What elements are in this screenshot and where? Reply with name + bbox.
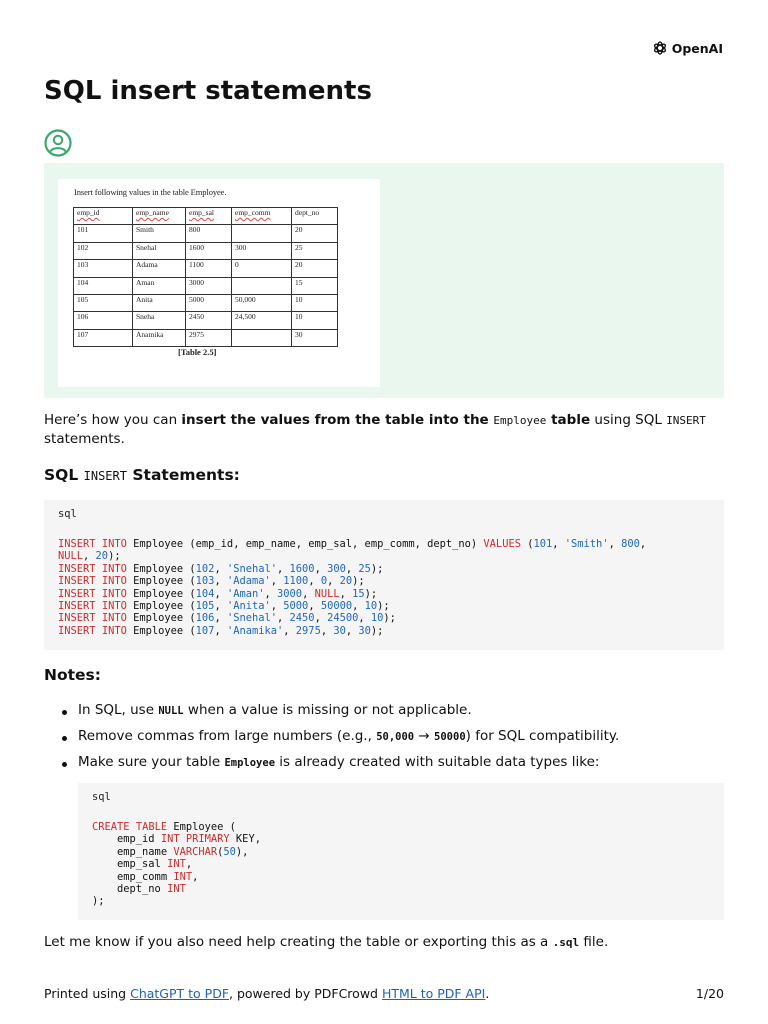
code-block-create[interactable]	[78, 783, 724, 920]
code-content: CREATE TABLE Employee ( emp_id INT PRIMARY KEY, emp_name VARCHAR(50), emp_sal INT, emp_comm INT, dept_no INT );	[92, 821, 261, 908]
heading-code: INSERT	[83, 469, 127, 483]
heading-text: SQL	[44, 466, 84, 484]
table-cell: 1600	[186, 242, 232, 259]
closing-text: file.	[579, 934, 609, 950]
table-cell: 2450	[186, 312, 232, 329]
table-cell: 10	[292, 312, 338, 329]
table-cell: Smith	[133, 225, 186, 242]
column-header: emp_id	[74, 208, 133, 225]
table-row	[74, 277, 338, 294]
footer-text: , powered by PDFCrowd	[229, 986, 382, 1001]
table-cell: 105	[74, 294, 133, 311]
note-text: In SQL, use	[78, 702, 159, 718]
table-cell: 20	[292, 260, 338, 277]
chatgpt-to-pdf-link[interactable]: ChatGPT to PDF	[130, 986, 230, 1001]
note-text: when a value is missing or not applicable.	[183, 702, 472, 718]
table-cell: Anamika	[133, 329, 186, 346]
table-cell: 25	[292, 242, 338, 259]
footer-text: .	[485, 986, 490, 1001]
table-cell: 3000	[186, 277, 232, 294]
note-code: NULL	[158, 705, 184, 717]
section-heading-insert	[44, 466, 240, 484]
note-text: Make sure your table	[78, 754, 225, 770]
intro-bold: table	[546, 412, 591, 428]
user-message	[44, 163, 724, 398]
heading-text: Statements:	[126, 466, 240, 484]
table-cell: 800	[186, 225, 232, 242]
table-cell: 50,000	[232, 294, 292, 311]
note-text: is already created with suitable data types like:	[275, 754, 600, 770]
table-cell: Aman	[133, 277, 186, 294]
table-cell: Sneha	[133, 312, 186, 329]
footer-text: Printed using	[44, 986, 131, 1001]
note-code: Employee	[224, 757, 276, 769]
table-row	[74, 294, 338, 311]
page-title: SQL insert statements	[44, 76, 372, 106]
notes-heading: Notes:	[44, 666, 101, 684]
page-number: 1/20	[695, 986, 724, 1001]
table-cell: 24,500	[232, 312, 292, 329]
column-header: emp_sal	[186, 208, 232, 225]
table-cell: 106	[74, 312, 133, 329]
code-language-label: sql	[92, 791, 111, 803]
code-content: INSERT INTO Employee (emp_id, emp_name, emp_sal, emp_comm, dept_no) VALUES (101, 'Smith', 800, NULL, 20); INSERT INTO Employee (102, 'Snehal', 1600, 300, 25); INSERT INTO Employee (103, 'Adama', 1100, 0, 20); INSERT INTO Employee (104, 'Aman', 3000, NULL, 15); INSERT INTO Employee (105, 'Anita', 5000, 50000, 10); INSERT INTO Employee (106, 'Snehal', 2450, 24500, 10); INSERT INTO Employee (107, 'Anamika', 2975, 30, 30);	[58, 538, 647, 637]
table-cell: 30	[292, 329, 338, 346]
table-cell: 15	[292, 277, 338, 294]
intro-text: statements.	[44, 431, 125, 447]
column-header: emp_comm	[232, 208, 292, 225]
table-cell: 2975	[186, 329, 232, 346]
column-header: emp_name	[133, 208, 186, 225]
closing-text: Let me know if you also need help creating the table or exporting this as a	[44, 934, 553, 950]
table-cell: 20	[292, 225, 338, 242]
intro-code: Employee	[493, 414, 547, 427]
note-text: Remove commas from large numbers (e.g.,	[78, 728, 377, 744]
note-text: ) for SQL compatibility.	[465, 728, 620, 744]
table-cell: 104	[74, 277, 133, 294]
table-row	[74, 242, 338, 259]
table-cell: 101	[74, 225, 133, 242]
intro-text: Here’s how you can	[44, 412, 182, 428]
table-header-row	[74, 208, 338, 225]
table-row	[74, 260, 338, 277]
table-cell	[232, 277, 292, 294]
table-cell: Snehal	[133, 242, 186, 259]
table-row	[74, 329, 338, 346]
openai-icon	[652, 40, 668, 56]
table-cell: 107	[74, 329, 133, 346]
column-header: dept_no	[292, 208, 338, 225]
arrow-text: →	[414, 728, 435, 744]
intro-code: INSERT	[666, 414, 706, 427]
uploaded-image[interactable]	[58, 179, 380, 387]
table-label: [Table 2.5]	[178, 347, 217, 357]
table-cell: Adama	[133, 260, 186, 277]
intro-text: using SQL	[590, 412, 667, 428]
code-block-insert[interactable]	[44, 500, 724, 650]
image-caption: Insert following values in the table Employee.	[74, 187, 227, 197]
table-cell: 10	[292, 294, 338, 311]
page-footer	[44, 986, 724, 1001]
image-table	[73, 207, 338, 347]
table-cell: 300	[232, 242, 292, 259]
note-code: 50,000	[376, 731, 415, 743]
table-cell: 102	[74, 242, 133, 259]
table-cell: 1100	[186, 260, 232, 277]
intro-paragraph	[44, 411, 724, 449]
closing-paragraph	[44, 933, 724, 952]
html-to-pdf-api-link[interactable]: HTML to PDF API	[381, 986, 486, 1001]
note-code: 50000	[434, 731, 466, 743]
user-avatar-icon	[44, 129, 72, 157]
table-cell	[232, 329, 292, 346]
table-row	[74, 225, 338, 242]
table-cell: Anita	[133, 294, 186, 311]
table-cell: 5000	[186, 294, 232, 311]
brand-name: OpenAI	[671, 40, 723, 56]
closing-code: .sql	[552, 936, 580, 949]
table-cell	[232, 225, 292, 242]
table-cell: 0	[232, 260, 292, 277]
table-row	[74, 312, 338, 329]
code-language-label: sql	[58, 508, 77, 520]
intro-bold: insert the values from the table into the	[181, 412, 494, 428]
openai-logo	[652, 40, 723, 56]
table-cell: 103	[74, 260, 133, 277]
